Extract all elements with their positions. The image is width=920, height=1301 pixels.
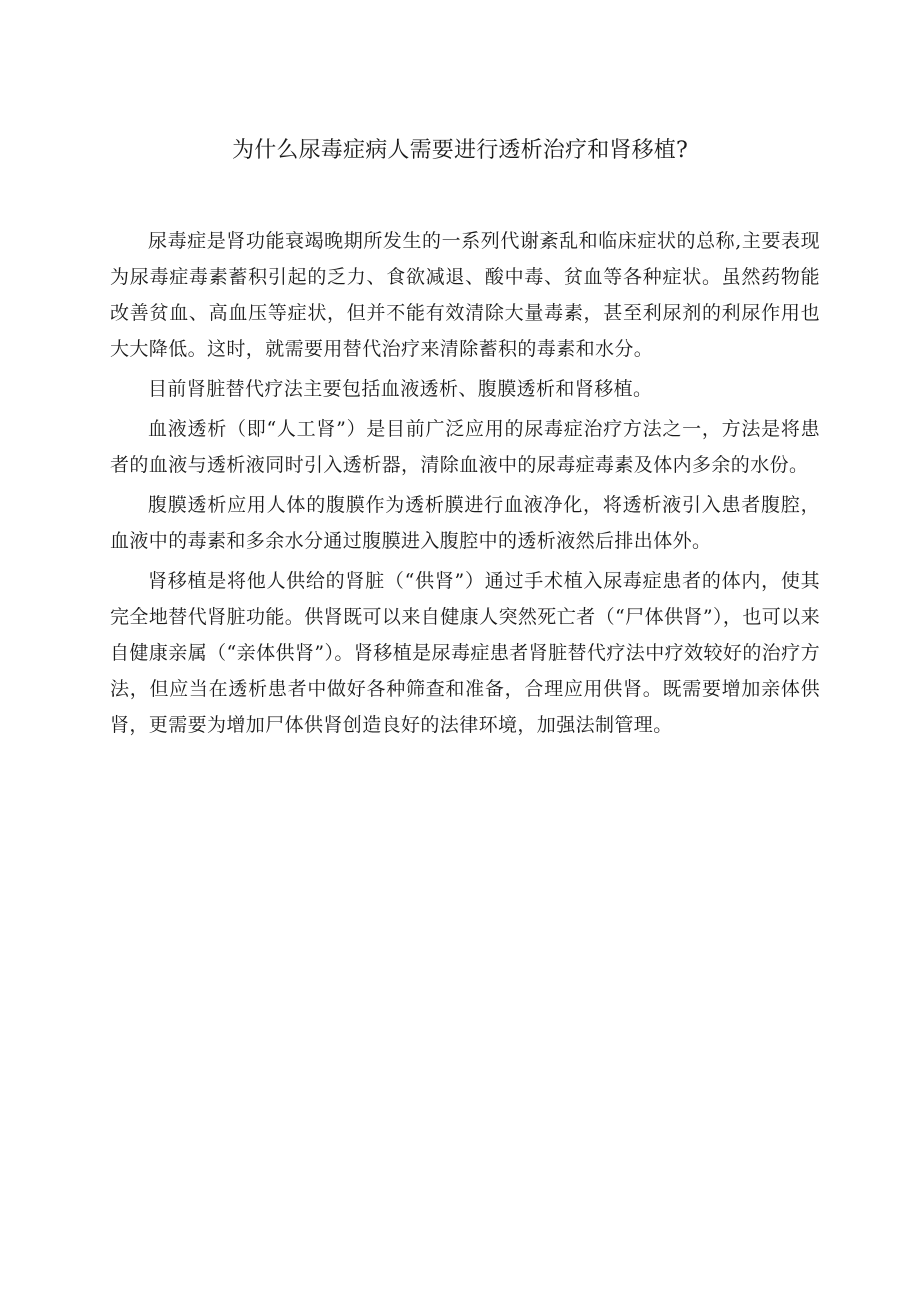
document-body: [110, 223, 820, 747]
paragraph-kidney-transplant: 肾移植是将他人供给的肾脏（“供肾”）通过手术植入尿毒症患者的体内，使其完全地替代肾脏功能。供肾既可以来自健康人突然死亡者（“尸体供肾”），也可以来自健康亲属（“亲体供肾”）。肾移植是尿毒症患者肾脏替代疗法中疗效较好的治疗方法，但应当在透析患者中做好各种筛查和准备，合理应用供肾。既需要增加亲体供肾，更需要为增加尸体供肾创造良好的法律环境，加强法制管理。: [110, 570, 820, 736]
paragraph-replacement-therapies: 目前肾脏替代疗法主要包括血液透析、腹膜透析和肾移植。: [148, 378, 653, 400]
paragraph-uremia-definition: 尿毒症是肾功能衰竭晚期所发生的一系列代谢紊乱和临床症状的总称,主要表现为尿毒症毒素蓄积引起的乏力、食欲减退、酸中毒、贫血等各种症状。虽然药物能改善贫血、高血压等症状，但并不能有效清除大量毒素，甚至利尿剂的利尿作用也大大降低。这时，就需要用替代治疗来清除蓄积的毒素和水分。: [110, 230, 820, 360]
paragraph-hemodialysis: 血液透析（即“人工肾”）是目前广泛应用的尿毒症治疗方法之一，方法是将患者的血液与透析液同时引入透析器，清除血液中的尿毒症毒素及体内多余的水份。: [110, 418, 820, 476]
page-title: 为什么尿毒症病人需要进行透析治疗和肾移植?: [232, 138, 688, 163]
paragraph-peritoneal-dialysis: 腹膜透析应用人体的腹膜作为透析膜进行血液净化，将透析液引入患者腹腔，血液中的毒素和多余水分通过腹膜进入腹腔中的透析液然后排出体外。: [110, 494, 820, 552]
